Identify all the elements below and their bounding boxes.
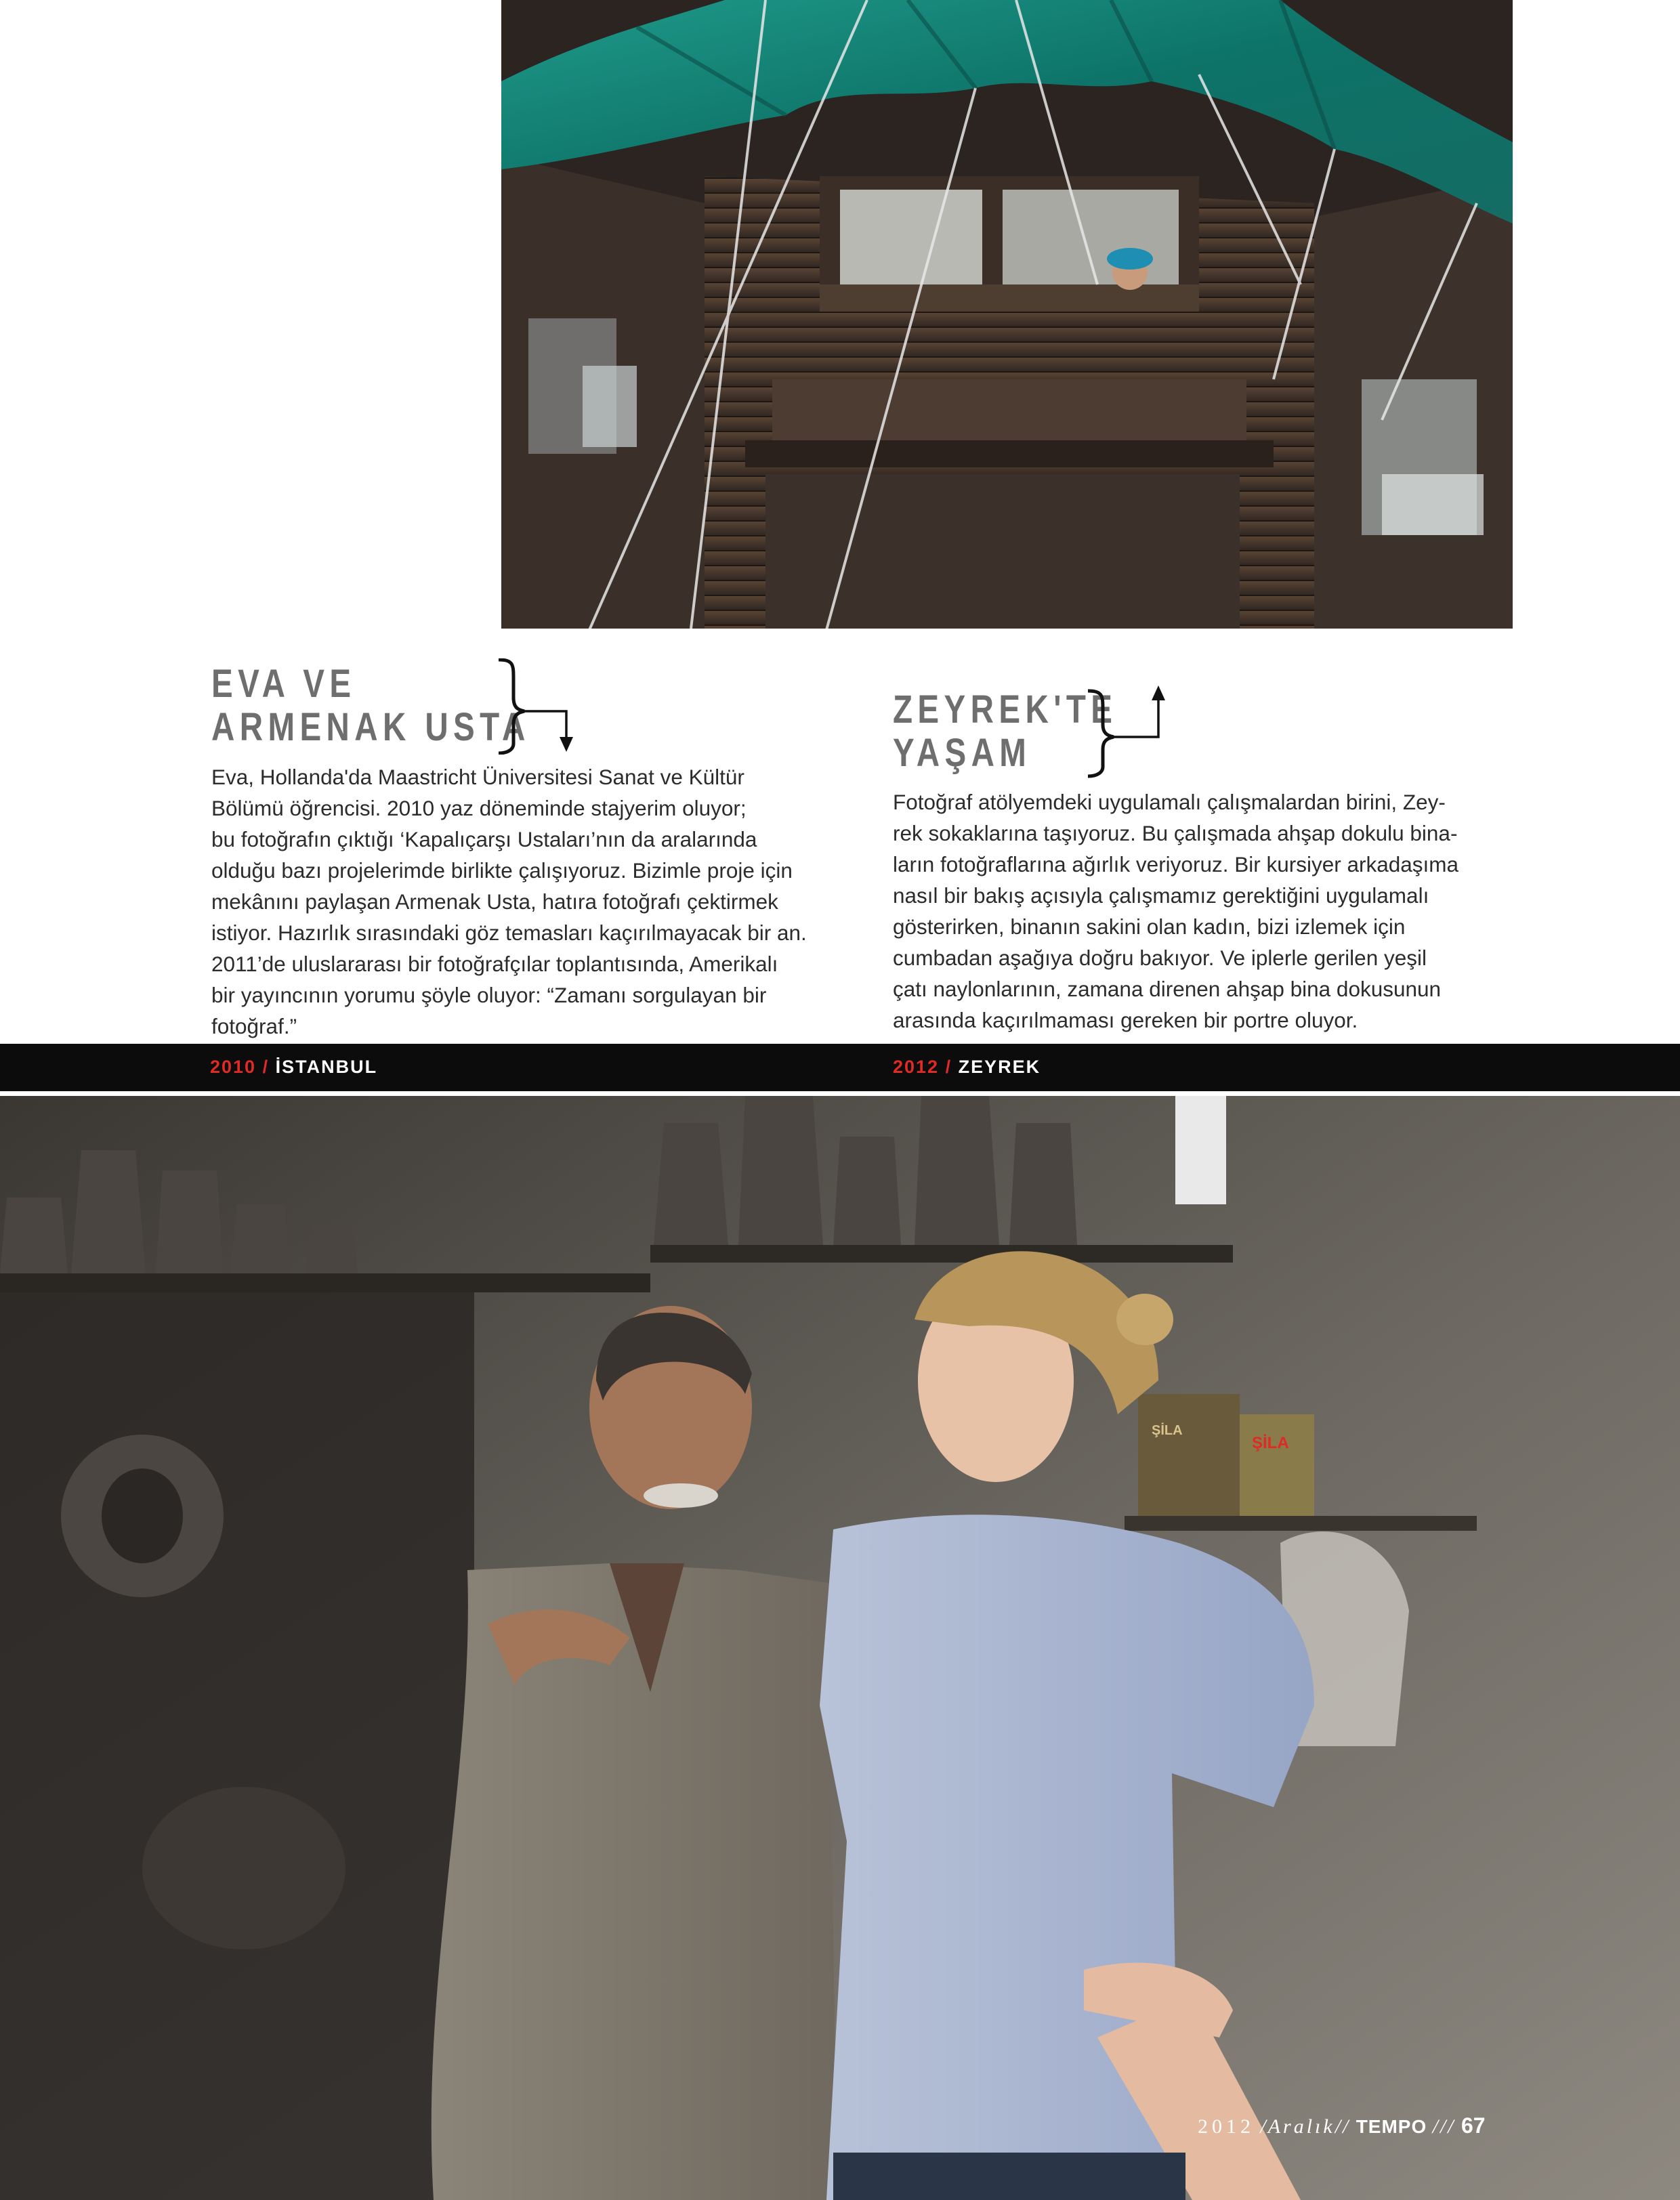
body-line: Fotoğraf atölyemdeki uygulamalı çalışmalardan birini, Zey- <box>893 790 1446 814</box>
heading-line: YAŞAM <box>893 731 1032 775</box>
heading-line: EVA VE <box>211 662 356 706</box>
footer-separator: // <box>1335 2115 1351 2138</box>
caption-slash: / <box>262 1057 270 1077</box>
body-line: cumbadan aşağıya doğru bakıyor. Ve iplerle gerilen yeşil <box>893 946 1427 970</box>
caption-slash: / <box>945 1057 952 1077</box>
footer-magazine-name: TEMPO <box>1356 2116 1427 2137</box>
body-line: mekânını paylaşan Armenak Usta, hatıra fotoğrafı çektirmek <box>211 889 778 914</box>
body-line: Eva, Hollanda'da Maastricht Üniversitesi Sanat ve Kültür <box>211 765 744 789</box>
body-line: rek sokaklarına taşıyoruz. Bu çalışmada ahşap dokulu bina- <box>893 821 1458 845</box>
body-line: gösterirken, binanın sakini olan kadın, bizi izlemek için <box>893 914 1406 939</box>
caption-year: 2012 <box>893 1057 940 1077</box>
body-text-zeyrek <box>893 786 1516 1036</box>
up-arrow-bracket-icon <box>1083 683 1171 779</box>
body-line: olduğu bazı projelerimde birlikte çalışıyoruz. Bizimle proje için <box>211 858 793 883</box>
body-line: arasında kaçırılmaması gereken bir portre oluyor. <box>893 1008 1358 1032</box>
photo-wooden-house-illustration <box>501 0 1513 629</box>
body-text-eva-armenak <box>211 761 862 1042</box>
body-line: 2011’de uluslararası bir fotoğrafçılar toplantısında, Amerikalı <box>211 952 778 976</box>
footer-month: Aralık <box>1267 2115 1335 2138</box>
footer-separator: / <box>1260 2115 1268 2138</box>
body-line: bu fotoğrafın çıktığı ‘Kapalıçarşı Ustaları’nın da aralarında <box>211 827 757 851</box>
photo-eva-armenak-workshop <box>0 1096 1680 2200</box>
page-footer <box>1198 2113 1486 2138</box>
footer-separator: /// <box>1432 2115 1456 2138</box>
photo-workshop-illustration <box>0 1096 1680 2200</box>
caption-label-istanbul <box>210 1057 377 1078</box>
caption-year: 2010 <box>210 1057 257 1077</box>
heading-line: ZEYREK'TE <box>893 688 1118 732</box>
photo-box-label: ŞİLA <box>1252 1434 1289 1452</box>
body-line: ların fotoğraflarına ağırlık veriyoruz. Bir kursiyer arkadaşıma <box>893 852 1459 876</box>
body-line: nasıl bir bakış açısıyla çalışmamız gerektiğini uygulamalı <box>893 883 1429 908</box>
heading-line: ARMENAK USTA <box>211 705 530 749</box>
caption-label-zeyrek <box>893 1057 1041 1078</box>
down-arrow-bracket-icon <box>493 658 581 755</box>
body-line: bir yayıncının yorumu şöyle oluyor: “Zamanı sorgulayan bir <box>211 983 767 1007</box>
heading-eva-armenak <box>211 662 530 749</box>
photo-wooden-house <box>501 0 1513 629</box>
body-line: Bölümü öğrencisi. 2010 yaz döneminde stajyerim oluyor; <box>211 796 747 820</box>
body-line: fotoğraf.” <box>211 1014 297 1038</box>
footer-page-number: 67 <box>1461 2113 1486 2138</box>
body-line: istiyor. Hazırlık sırasındaki göz temasları kaçırılmayacak bir an. <box>211 921 807 945</box>
photo-box-label: ŞİLA <box>1152 1423 1183 1438</box>
caption-place: ZEYREK <box>958 1057 1041 1077</box>
footer-year: 2012 <box>1198 2115 1255 2138</box>
body-line: çatı naylonlarının, zamana direnen ahşap bina dokusunun <box>893 977 1442 1001</box>
caption-place: İSTANBUL <box>275 1057 378 1077</box>
